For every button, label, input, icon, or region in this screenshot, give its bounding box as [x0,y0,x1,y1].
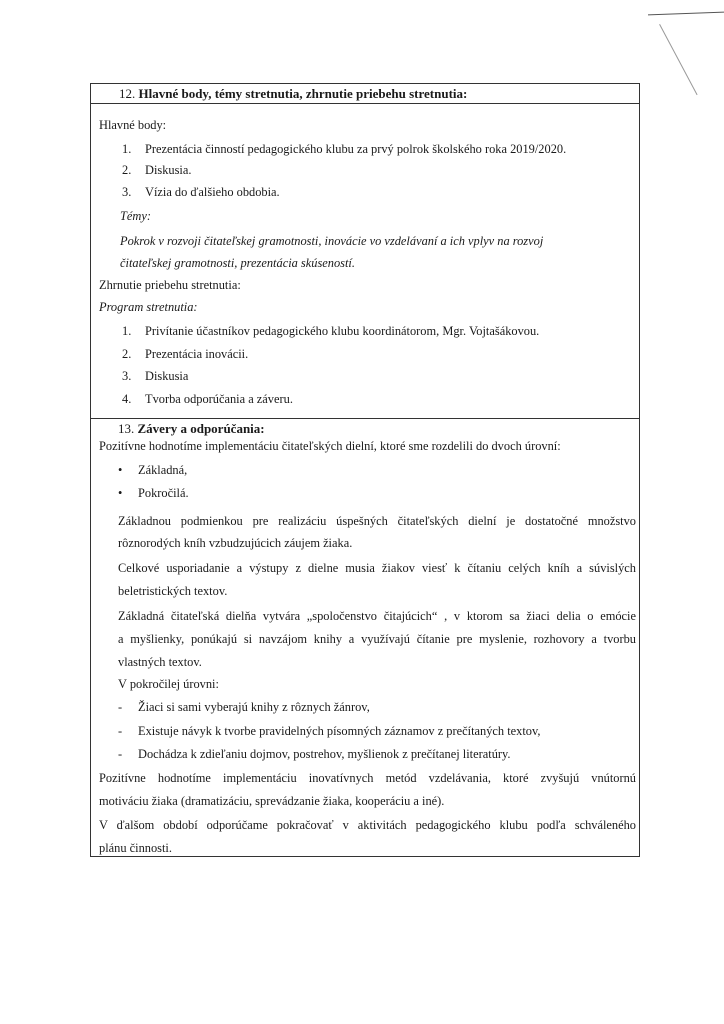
topics-label: Témy: [120,209,151,223]
level-item [118,462,187,478]
dash-icon: - [118,700,123,714]
main-point-number: 1. [122,142,132,156]
dash-item [118,723,540,739]
bullet-icon: • [118,463,123,477]
dash-item-text: Žiaci si sami vyberajú knihy z rôznych žánrov, [138,700,370,714]
main-point-text: Diskusia. [145,163,192,177]
main-point-number: 3. [122,185,132,199]
main-points-label: Hlavné body: [99,118,167,132]
program-item-number: 1. [122,324,132,338]
paragraph-text: beletristických textov. [118,584,228,598]
dash-icon: - [118,747,123,761]
program-item-text: Tvorba odporúčania a záveru. [145,392,293,406]
scan-mark [648,12,724,16]
paragraph-text: V ďalšom období odporúčame pokračovať v aktivitách pedagogického klubu podľa schváleného [99,818,636,832]
main-point-text: Vízia do ďalšieho obdobia. [145,185,280,199]
main-point-text: Prezentácia činností pedagogického klubu za prvý polrok školského roka 2019/2020. [145,142,567,156]
dash-item [118,746,511,762]
paragraph-text: vlastných textov. [118,655,202,669]
paragraph-text: Celkové usporiadanie a výstupy z dielne musia žiakov viesť k čítaniu celých kníh a súvislých [118,561,636,575]
paragraph-text: a myšlienky, ponúkajú si navzájom knihy a využívajú čítanie pre myslenie, rozhovory a tvorbu [118,632,636,646]
topics-text: Pokrok v rozvoji čitateľskej gramotnosti, inovácie vo vzdelávaní a ich vplyv na rozvoj [120,234,544,248]
topics-text: čitateľskej gramotnosti, prezentácia skúseností. [120,256,355,270]
paragraph-text: motiváciu žiaka (dramatizáciu, sprevádzanie žiaka, kooperáciu a iné). [99,794,445,808]
bullet-icon: • [118,486,123,500]
level-label: Základná, [138,463,188,477]
dash-item [118,699,370,715]
advanced-label: V pokročilej úrovni: [118,677,219,691]
paragraph-text: plánu činnosti. [99,841,172,855]
main-point-number: 2. [122,163,132,177]
level-item [118,485,189,501]
conclusions-intro: Pozitívne hodnotíme implementáciu čitateľských dielní, ktoré sme rozdelili do dvoch úrovní: [99,439,561,453]
paragraph-text: Základnou podmienkou pre realizáciu úspešných čitateľských dielní je dostatočné množstvo [118,514,636,528]
paragraph-text: rôznorodých kníh vzbudzujúcich záujem žiaka. [118,536,353,550]
dash-icon: - [118,724,123,738]
program-item-text: Privítanie účastníkov pedagogického klubu koordinátorom, Mgr. Vojtašákovou. [145,324,540,338]
level-label: Pokročilá. [138,486,189,500]
program-item-number: 2. [122,347,132,361]
scan-mark [659,24,697,95]
program-item-number: 3. [122,369,132,383]
summary-label: Zhrnutie priebehu stretnutia: [99,278,241,292]
section-12-heading [91,84,639,104]
paragraph-text: Základná čitateľská dielňa vytvára „spoločenstvo čitajúcich“ , v ktorom sa žiaci delia o emócie [118,609,636,623]
program-label: Program stretnutia: [99,300,198,314]
program-item-text: Diskusia [145,369,189,383]
section-12-number: 12. [119,86,136,101]
dash-item-text: Existuje návyk k tvorbe pravidelných písomných záznamov z prečítaných textov, [138,724,541,738]
program-item-number: 4. [122,392,132,406]
program-item-text: Prezentácia inovácii. [145,347,249,361]
paragraph-text: Pozitívne hodnotíme implementáciu inovatívnych metód vzdelávania, ktoré zvyšujú vnútornú [99,771,636,785]
section-13-title: Závery a odporúčania: [137,421,265,436]
dash-item-text: Dochádza k zdieľaniu dojmov, postrehov, myšlienok z prečítanej literatúry. [138,747,511,761]
section-13-heading [118,421,265,437]
section-13-number: 13. [118,421,135,436]
section-12-title: Hlavné body, témy stretnutia, zhrnutie priebehu stretnutia: [138,86,468,101]
